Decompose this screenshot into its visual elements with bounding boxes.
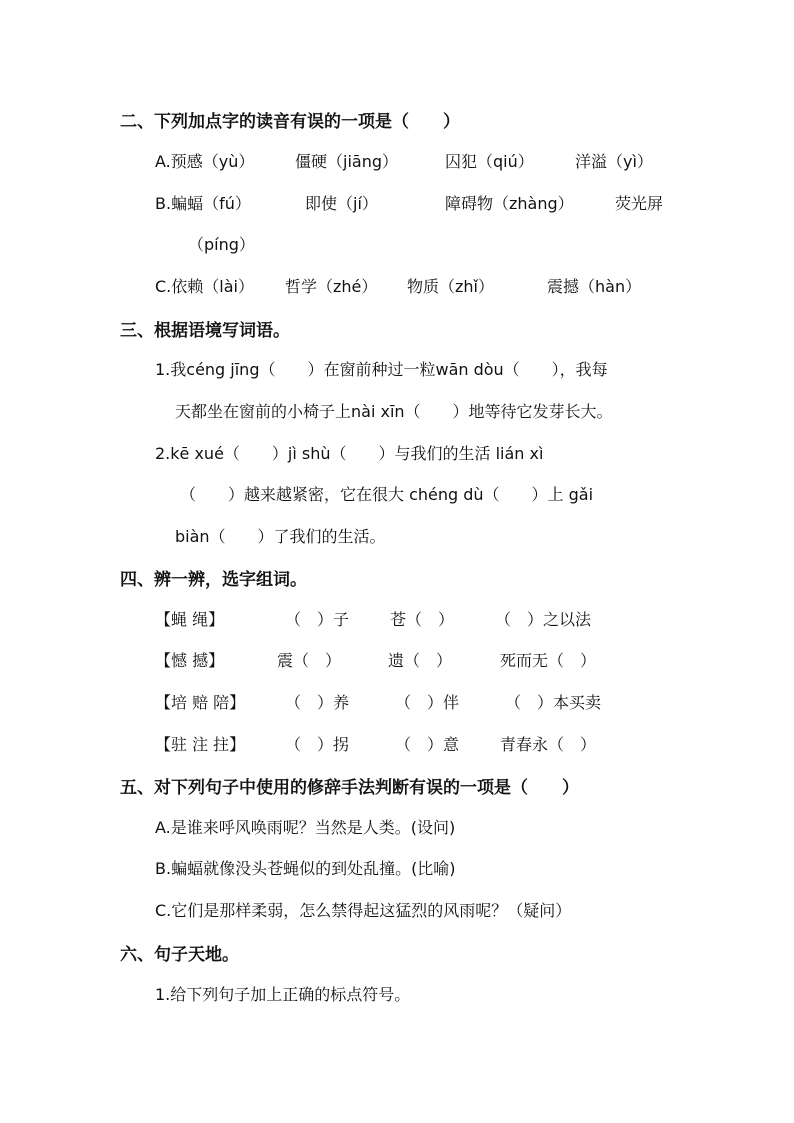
character-set: 【蝇 绳】 <box>155 610 225 629</box>
character-set: 【憾 撼】 <box>155 651 225 670</box>
option-c-item: 哲学（zhé） <box>285 277 378 296</box>
word-blank: 苍（ ） <box>390 610 455 629</box>
word-choice-row <box>155 648 695 670</box>
question-1-line-2: 天都坐在窗前的小椅子上nài xīn（ ）地等待它发芽长大。 <box>175 402 613 421</box>
word-blank: 青春永（ ） <box>500 735 597 754</box>
option-c-item: 物质（zhǐ） <box>407 277 494 296</box>
word-blank: （ ）之以法 <box>495 610 592 629</box>
section-2-option-c <box>155 274 695 296</box>
word-blank: （ ）子 <box>285 610 350 629</box>
section-4-title: 四、辨一辨，选字组词。 <box>120 570 307 590</box>
option-a-item: 洋溢（yì） <box>575 152 653 171</box>
character-set: 【驻 注 拄】 <box>155 735 246 754</box>
word-choice-row <box>155 607 695 629</box>
section-6-question-1: 1.给下列句子加上正确的标点符号。 <box>155 985 411 1004</box>
question-2-line-2: （ ）越来越紧密，它在很大 chéng dù（ ）上 gǎi <box>180 485 594 504</box>
option-b-item: 荧光屏 <box>615 194 664 213</box>
option-b-item: 障碍物（zhàng） <box>445 194 574 213</box>
question-2-line-3: biàn（ ）了我们的生活。 <box>175 527 386 546</box>
word-choice-row <box>155 732 695 754</box>
option-c-item: 震撼（hàn） <box>547 277 642 296</box>
word-blank: 遗（ ） <box>388 651 453 670</box>
section-2-option-a <box>155 149 695 171</box>
word-choice-row <box>155 690 695 712</box>
option-c-item: C.依赖（lài） <box>155 277 254 296</box>
option-b-item: B.蝙蝠（fú） <box>155 194 251 213</box>
section-5-option-a: A.是谁来呼风唤雨呢？当然是人类。(设问) <box>155 818 456 837</box>
word-blank: 死而无（ ） <box>500 651 597 670</box>
section-6-title: 六、句子天地。 <box>120 945 239 965</box>
section-5-title: 五、对下列句子中使用的修辞手法判断有误的一项是（ ） <box>120 778 579 798</box>
word-blank: （ ）意 <box>395 735 460 754</box>
option-a-item: A.预感（yù） <box>155 152 255 171</box>
section-2-option-b-cont: （píng） <box>188 235 255 254</box>
section-5-option-b: B.蝙蝠就像没头苍蝇似的到处乱撞。(比喻) <box>155 859 456 878</box>
option-b-item: 即使（jí） <box>305 194 378 213</box>
section-2-title: 二、下列加点字的读音有误的一项是（ ） <box>120 112 460 132</box>
option-a-item: 僵硬（jiāng） <box>295 152 398 171</box>
option-a-item: 囚犯（qiú） <box>445 152 534 171</box>
word-blank: （ ）拐 <box>285 735 350 754</box>
word-blank: 震（ ） <box>277 651 342 670</box>
word-blank: （ ）养 <box>285 693 350 712</box>
section-5-option-c: C.它们是那样柔弱，怎么禁得起这猛烈的风雨呢？（疑问） <box>155 901 572 920</box>
word-blank: （ ）本买卖 <box>505 693 602 712</box>
section-3-title: 三、根据语境写词语。 <box>120 321 290 341</box>
question-2-line-1: 2.kē xué（ ）jì shù（ ）与我们的生活 lián xì <box>155 444 544 463</box>
character-set: 【培 赔 陪】 <box>155 693 246 712</box>
word-blank: （ ）伴 <box>395 693 460 712</box>
question-1-line-1: 1.我céng jīng（ ）在窗前种过一粒wān dòu（ ），我每 <box>155 360 608 379</box>
section-2-option-b <box>155 191 695 213</box>
